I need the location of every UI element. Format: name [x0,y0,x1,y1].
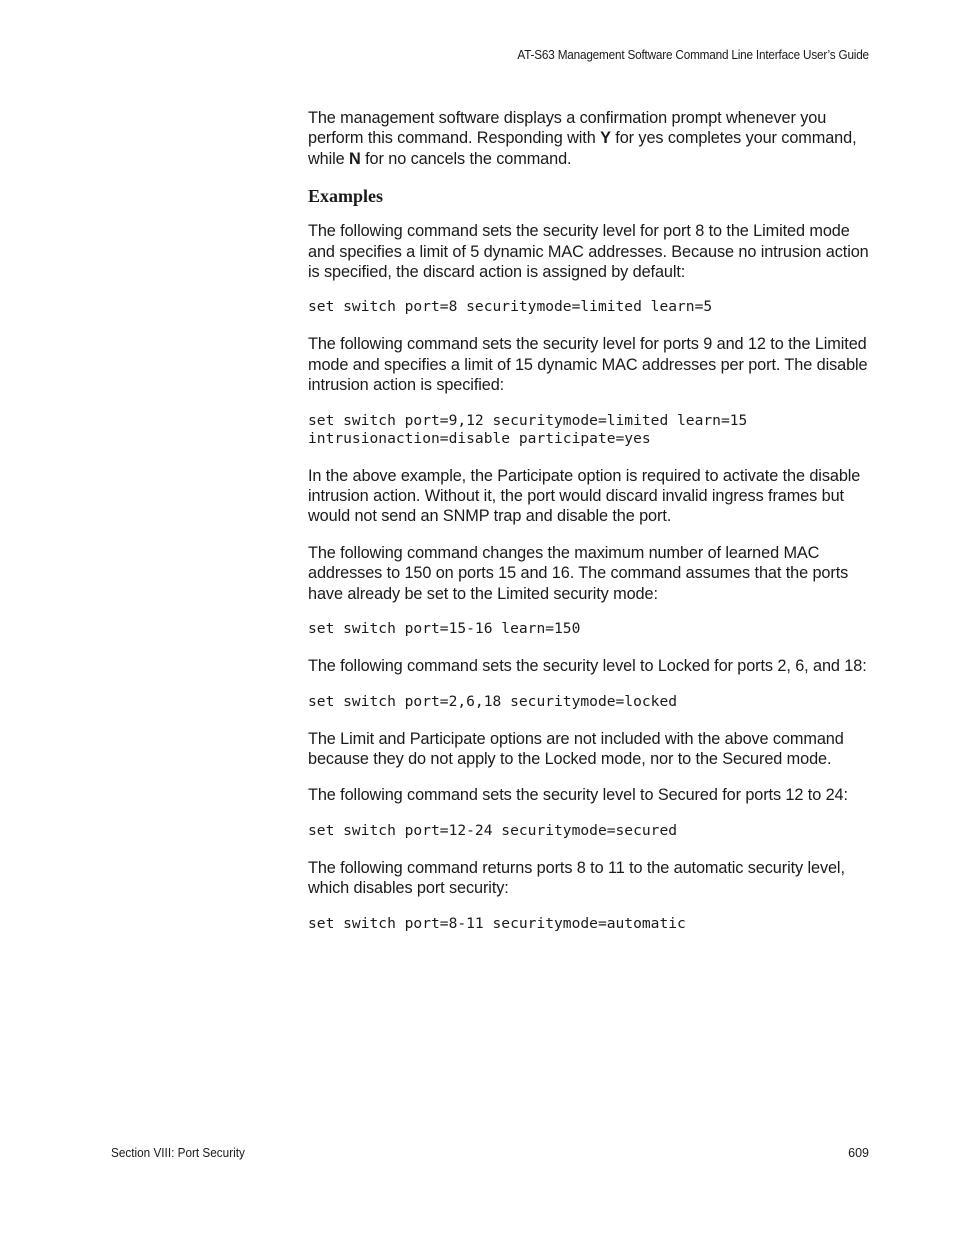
example-paragraph-6: The Limit and Participate options are not included with the above command because they do not apply to the Locked mode, nor to the Secured mode. [308,729,844,768]
key-no: N [349,149,361,168]
example-paragraph-5: The following command sets the security level to Locked for ports 2, 6, and 18: [308,657,867,676]
intro-text-3: for no cancels the command. [360,149,572,168]
code-example-1: set switch port=8 securitymode=limited learn=5 [308,298,713,316]
example-paragraph-4: The following command changes the maximum number of learned MAC addresses to 150 on ports 15 and 16. The command assumes that the ports have already be set to the Limited security mode: [308,543,849,603]
running-header: AT-S63 Management Software Command Line Interface User’s Guide [517,48,869,62]
code-example-5: set switch port=12-24 securitymode=secured [308,821,678,839]
example-paragraph-1: The following command sets the security level for port 8 to the Limited mode and specifies a limit of 5 dynamic MAC addresses. Because no intrusion action is specified, the discard action is assigned by default: [308,222,869,282]
intro-paragraph [308,108,874,169]
example-paragraph-7: The following command sets the security level to Secured for ports 12 to 24: [308,786,848,805]
footer-section-title: Section VIII: Port Security [111,1146,245,1160]
example-paragraph-3: In the above example, the Participate option is required to activate the disable intrusion action. Without it, the port would discard invalid ingress frames but would not send an SNMP trap and disable the port. [308,466,861,526]
example-paragraph-2: The following command sets the security level for ports 9 and 12 to the Limited mode and specifies a limit of 15 dynamic MAC addresses per port. The disable intrusion action is specified: [308,335,868,395]
examples-heading: Examples [308,186,384,207]
intro-text-2: for yes completes your command, while [308,129,857,168]
code-example-3: set switch port=15-16 learn=150 [308,620,581,638]
key-yes: Y [600,129,611,148]
code-example-4: set switch port=2,6,18 securitymode=locked [308,692,678,710]
example-paragraph-8: The following command returns ports 8 to 11 to the automatic security level, which disables port security: [308,858,845,898]
code-example-2-line-2: intrusionaction=disable participate=yes [308,429,651,447]
page-content [308,108,874,951]
code-example-2-line-1: set switch port=9,12 securitymode=limited learn=15 [308,411,748,429]
intro-text-1: The management software displays a confirmation prompt whenever you perform this command. Responding with [308,109,827,148]
footer-page-number: 609 [848,1146,869,1160]
code-example-6: set switch port=8-11 securitymode=automatic [308,914,686,932]
code-example-2 [308,412,874,448]
